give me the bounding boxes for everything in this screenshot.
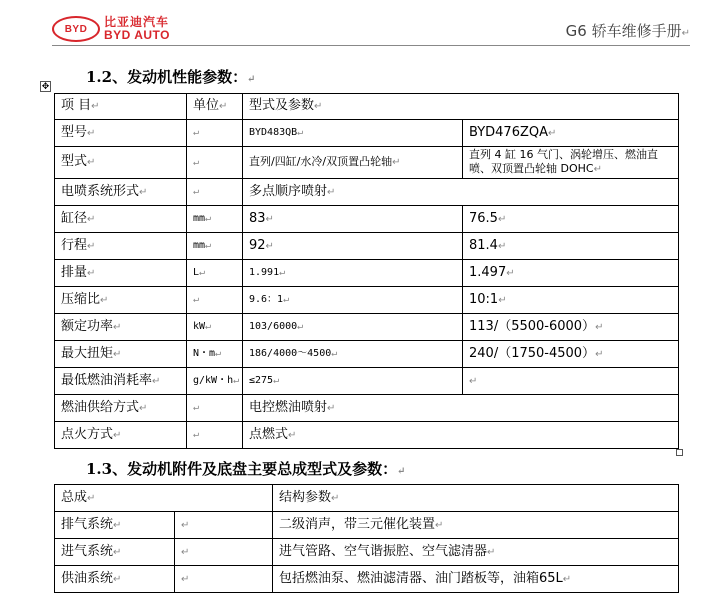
table-row [55,539,679,566]
header-rule [52,45,690,46]
row-empty-cell: ↵ [175,512,273,539]
row-value-cell: 二级消声，带三元催化装置↵ [273,512,679,539]
table-row [55,287,679,314]
row-value-a-cell: 直列/四缸/水冷/双顶置凸轮轴↵ [243,147,463,179]
row-unit-cell: g/kW・h↵ [187,368,243,395]
row-item-cell: 行程↵ [55,233,187,260]
table-row [55,422,679,449]
header-cell-structure: 结构参数↵ [273,485,679,512]
table-row [55,147,679,179]
row-value-a-cell: 9.6：1↵ [243,287,463,314]
row-item-cell: 型式↵ [55,147,187,179]
row-value-a-cell: 92↵ [243,233,463,260]
header-cell-unit: 单位↵ [187,94,243,120]
row-empty-cell: ↵ [175,566,273,593]
table-row [55,512,679,539]
row-unit-cell: ↵ [187,287,243,314]
table-row [55,233,679,260]
header-cell-params: 型式及参数↵ [243,94,679,120]
row-unit-cell: mm↵ [187,206,243,233]
table-row [55,120,679,147]
row-value-a-cell: 1.991↵ [243,260,463,287]
row-value-b-cell: 直列 4 缸 16 气门、涡轮增压、燃油直喷、双顶置凸轮轴 DOHC↵ [463,147,679,179]
table-header-row [55,485,679,512]
table-row [55,341,679,368]
engine-performance-table [54,93,679,449]
row-unit-cell: mm↵ [187,233,243,260]
row-item-cell: 电喷系统形式↵ [55,179,187,206]
table-resize-handle[interactable] [676,449,683,456]
row-item-cell: 排量↵ [55,260,187,287]
row-item-cell: 排气系统↵ [55,512,175,539]
row-unit-cell: ↵ [187,147,243,179]
table-header-row [55,94,679,120]
row-value-cell: 点燃式↵ [243,422,679,449]
row-item-cell: 缸径↵ [55,206,187,233]
row-value-a-cell: 83↵ [243,206,463,233]
assembly-table [54,484,679,593]
header-cell-item: 项 目↵ [55,94,187,120]
row-value-cell: 进气管路、空气谐振腔、空气滤清器↵ [273,539,679,566]
row-value-a-cell: 186/4000～4500↵ [243,341,463,368]
row-item-cell: 额定功率↵ [55,314,187,341]
row-item-cell: 型号↵ [55,120,187,147]
table-move-handle-icon[interactable]: ✥ [41,82,50,92]
row-value-cell: 电控燃油喷射↵ [243,395,679,422]
table-row [55,314,679,341]
manual-title: G6 轿车维修手册↵ [565,22,690,40]
logo-chinese-text: 比亚迪汽车 [104,15,170,29]
row-unit-cell: ↵ [187,179,243,206]
row-unit-cell: ↵ [187,422,243,449]
row-value-a-cell: 103/6000↵ [243,314,463,341]
row-empty-cell: ↵ [175,539,273,566]
row-value-a-cell: ≤275↵ [243,368,463,395]
table-row [55,179,679,206]
byd-logo [52,14,170,44]
table-row [55,206,679,233]
table-row [55,566,679,593]
section-heading-2: 1.3、发动机附件及底盘主要总成型式及参数：↵ [86,460,406,478]
row-unit-cell: ↵ [187,395,243,422]
row-item-cell: 压缩比↵ [55,287,187,314]
row-value-cell: 多点顺序喷射↵ [243,179,679,206]
row-value-b-cell: BYD476ZQA↵ [463,120,679,147]
row-item-cell: 点火方式↵ [55,422,187,449]
row-item-cell: 最低燃油消耗率↵ [55,368,187,395]
byd-badge-icon: BYD [52,16,100,42]
row-value-b-cell: 240/（1750-4500）↵ [463,341,679,368]
row-item-cell: 最大扭矩↵ [55,341,187,368]
table-row [55,395,679,422]
header-cell-assembly: 总成↵ [55,485,273,512]
row-value-a-cell: BYD483QB↵ [243,120,463,147]
row-value-b-cell: 76.5↵ [463,206,679,233]
section-heading-1: 1.2、发动机性能参数：↵ [86,68,256,86]
row-unit-cell: kW↵ [187,314,243,341]
row-value-b-cell: ↵ [463,368,679,395]
row-item-cell: 供油系统↵ [55,566,175,593]
row-value-b-cell: 113/（5500-6000）↵ [463,314,679,341]
logo-english-text: BYD AUTO [104,28,171,42]
row-value-b-cell: 81.4↵ [463,233,679,260]
row-value-cell: 包括燃油泵、燃油滤清器、油门踏板等，油箱65L↵ [273,566,679,593]
row-unit-cell: ↵ [187,120,243,147]
table-row [55,368,679,395]
row-value-b-cell: 1.497↵ [463,260,679,287]
row-item-cell: 燃油供给方式↵ [55,395,187,422]
table-row [55,260,679,287]
row-item-cell: 进气系统↵ [55,539,175,566]
row-value-b-cell: 10:1↵ [463,287,679,314]
row-unit-cell: L↵ [187,260,243,287]
row-unit-cell: N・m↵ [187,341,243,368]
